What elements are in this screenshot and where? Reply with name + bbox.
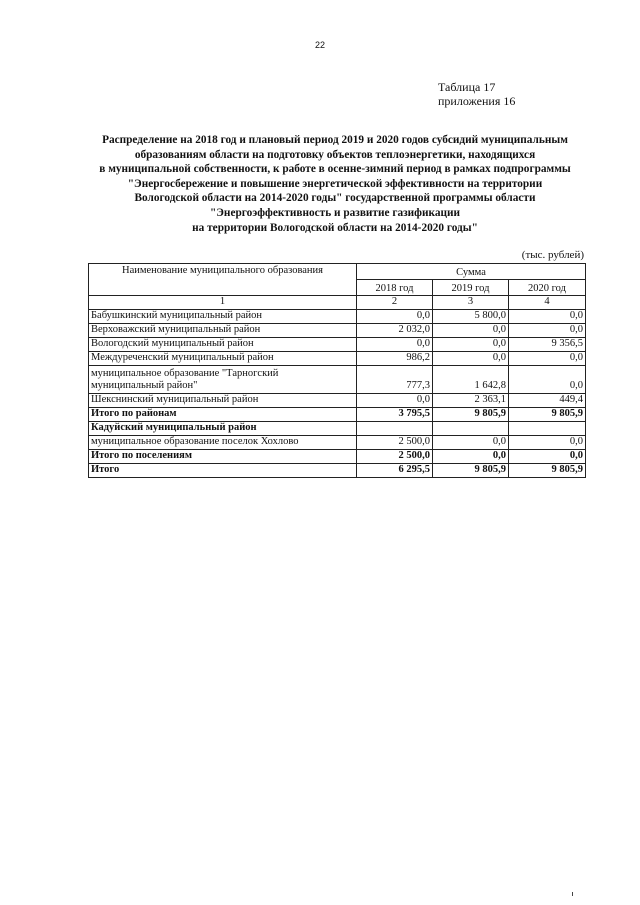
row-name: Бабушкинский муниципальный район — [89, 309, 357, 323]
value-2018: 2 500,0 — [357, 449, 433, 463]
title-line: "Энергосбережение и повышение энергетической эффективности на территории — [127, 177, 543, 190]
table-row — [89, 309, 586, 323]
document-title — [82, 133, 588, 235]
row-name: Верховажский муниципальный район — [89, 323, 357, 337]
subtotal-row-districts — [89, 407, 586, 421]
value-2018: 0,0 — [357, 309, 433, 323]
row-name: Кадуйский муниципальный район — [89, 421, 357, 435]
group-header-row — [89, 421, 586, 435]
header-year-2018: 2018 год — [357, 280, 433, 296]
row-name: Междуреченский муниципальный район — [89, 351, 357, 365]
total-row — [89, 463, 586, 477]
value-2018: 0,0 — [357, 337, 433, 351]
value-2019: 0,0 — [433, 435, 509, 449]
subsidy-table — [88, 263, 586, 478]
table-row — [89, 351, 586, 365]
title-line: в муниципальной собственности, к работе в осенне-зимний период в рамках подпрограммы — [99, 163, 571, 176]
row-name: Вологодский муниципальный район — [89, 337, 357, 351]
subtotal-row-settlements — [89, 449, 586, 463]
value-2020: 0,0 — [509, 323, 586, 337]
table-caption — [438, 80, 515, 108]
value-2019 — [433, 421, 509, 435]
units-label: (тыс. рублей) — [521, 249, 584, 261]
value-2020: 449,4 — [509, 393, 586, 407]
value-2020: 0,0 — [509, 365, 586, 393]
row-name: Итого по поселениям — [89, 449, 357, 463]
header-name-column: Наименование муниципального образования — [89, 264, 357, 296]
value-2019: 9 805,9 — [433, 407, 509, 421]
col-number-1: 1 — [89, 296, 357, 310]
caption-table-number: Таблица 17 — [438, 80, 496, 94]
col-number-3: 3 — [433, 296, 509, 310]
value-2020: 9 805,9 — [509, 407, 586, 421]
value-2020 — [509, 421, 586, 435]
value-2018: 777,3 — [357, 365, 433, 393]
table-row — [89, 323, 586, 337]
col-number-4: 4 — [509, 296, 586, 310]
value-2018 — [357, 421, 433, 435]
value-2020: 0,0 — [509, 449, 586, 463]
table-row — [89, 435, 586, 449]
title-line: "Энергоэффективность и развитие газификации — [210, 206, 460, 219]
value-2019: 2 363,1 — [433, 393, 509, 407]
row-name: муниципальное образование поселок Хохлово — [89, 435, 357, 449]
value-2018: 6 295,5 — [357, 463, 433, 477]
value-2019: 9 805,9 — [433, 463, 509, 477]
value-2020: 9 805,9 — [509, 463, 586, 477]
header-year-2019: 2019 год — [433, 280, 509, 296]
row-name: Итого — [89, 463, 357, 477]
value-2018: 2 032,0 — [357, 323, 433, 337]
caption-appendix: приложения 16 — [438, 94, 516, 108]
value-2019: 5 800,0 — [433, 309, 509, 323]
value-2019: 0,0 — [433, 337, 509, 351]
scan-mark — [572, 892, 573, 896]
value-2020: 0,0 — [509, 309, 586, 323]
value-2018: 2 500,0 — [357, 435, 433, 449]
header-year-2020: 2020 год — [509, 280, 586, 296]
value-2020: 0,0 — [509, 351, 586, 365]
value-2019: 0,0 — [433, 449, 509, 463]
table-row — [89, 393, 586, 407]
row-name: муниципальное образование "Тарногский муниципальный район" — [89, 365, 357, 393]
value-2018: 986,2 — [357, 351, 433, 365]
row-name: Итого по районам — [89, 407, 357, 421]
page-number: 22 — [314, 40, 325, 50]
title-line: Вологодской области на 2014-2020 годы" государственной программы области — [134, 192, 536, 205]
value-2020: 0,0 — [509, 435, 586, 449]
title-line: на территории Вологодской области на 2014-2020 годы" — [192, 221, 478, 234]
row-name: Шекснинский муниципальный район — [89, 393, 357, 407]
value-2019: 1 642,8 — [433, 365, 509, 393]
table-row — [89, 337, 586, 351]
table-row — [89, 365, 586, 393]
value-2020: 9 356,5 — [509, 337, 586, 351]
value-2018: 0,0 — [357, 393, 433, 407]
value-2018: 3 795,5 — [357, 407, 433, 421]
title-line: Распределение на 2018 год и плановый период 2019 и 2020 годов субсидий муниципальным — [102, 134, 568, 146]
col-number-2: 2 — [357, 296, 433, 310]
value-2019: 0,0 — [433, 323, 509, 337]
header-sum-column: Сумма — [357, 264, 586, 280]
value-2019: 0,0 — [433, 351, 509, 365]
title-line: образованиям области на подготовку объектов теплоэнергетики, находящихся — [134, 148, 536, 161]
